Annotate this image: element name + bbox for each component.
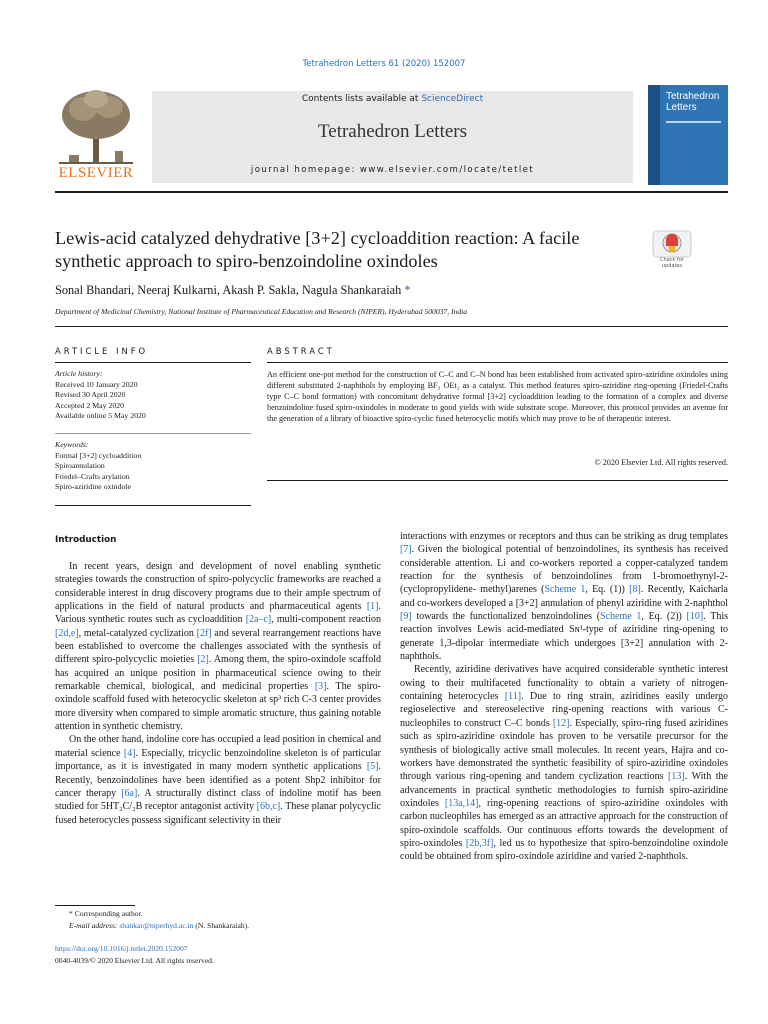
journal-cover[interactable]	[648, 85, 728, 185]
paragraph-text: . This reaction involves Lewis acid-mediated Sɴ¹-type of aziridine ring-opening to generate 1,3-dipolar intermediate which undergoes [3+2] annulation with 2-naphthols.	[400, 611, 728, 663]
sciencedirect-link[interactable]: ScienceDirect	[421, 94, 484, 104]
body-column-left	[55, 560, 381, 827]
article-title-line-2: synthetic approach to spiro-benzoindoline oxindoles	[55, 251, 438, 271]
abstract-copyright: © 2020 Elsevier Ltd. All rights reserved.	[594, 458, 728, 467]
paragraph-text: Recently, aziridine derivatives have acquired considerable synthetic interest owing to their multifaceted functionality to obtain a variety of nitrogen-containing heterocycles	[400, 664, 728, 703]
reference-link[interactable]: [4]	[123, 747, 136, 759]
cover-spine	[648, 85, 660, 185]
reference-link[interactable]: [7]	[400, 544, 412, 556]
crossmark-label-2: updates	[661, 263, 683, 269]
title-rule	[55, 326, 728, 327]
masthead-rule	[55, 191, 728, 193]
corresponding-author-mark[interactable]: *	[404, 283, 411, 297]
reference-link[interactable]: [13]	[668, 771, 685, 783]
authors-text: Sonal Bhandari, Neeraj Kulkarni, Akash P. Sakla, Nagula Shankaraiah	[55, 283, 402, 297]
reference-link[interactable]: [11]	[504, 691, 522, 703]
paragraph-text: and several rearrangement reactions have been established to overcome the challenges associated with the synthesis of different spiro-polycyclic moieties	[55, 627, 381, 666]
issn-line: 0040-4039/© 2020 Elsevier Ltd. All rights reserved.	[55, 955, 214, 965]
article-title	[55, 227, 635, 273]
contents-line	[152, 94, 633, 104]
affiliation: Department of Medicinal Chemistry, National Institute of Pharmaceutical Education and Research (NIPER), Hyderabad 500037, India	[55, 307, 468, 316]
reference-link[interactable]: Scheme 1	[544, 584, 586, 596]
keywords	[55, 440, 251, 493]
paragraph-text: , led us to hypothesize that spiro-benzoindoline oxindole could be obtained from spiro-oxindole aziridine and varied 2-naphthols.	[400, 837, 729, 863]
reference-link[interactable]: [5]	[366, 761, 379, 773]
keywords-label: Keywords:	[55, 440, 89, 449]
email-link[interactable]: shankar@niperhyd.ac.in	[119, 921, 194, 930]
paragraph-text: . Due to ring strain, aziridines easily undergo regioselective and stereoselective ring-opening reactions with various C-nucleophiles to construct C–C bonds	[400, 691, 728, 729]
cover-title-line-1: Tetrahedron	[666, 91, 720, 102]
reference-link[interactable]: [3]	[314, 681, 327, 693]
keywords-rule	[55, 433, 251, 434]
paragraph-text: , Eq. (2))	[641, 611, 687, 623]
paragraph	[55, 733, 381, 826]
paragraph-text: . Recently, benzoindolines have been identified as a potent Shp2 inhibitor for cancer therapy	[55, 761, 381, 799]
paragraph	[400, 530, 728, 663]
check-for-updates-badge[interactable]	[652, 230, 692, 270]
crossmark-icon	[652, 230, 692, 258]
abstract-text: An efficient one-pot method for the construction of C–C and C–N bond has been established from activated spiro-aziridine oxindoles using different substituted 2-naphthols by employing BF₃ OEt₂ as a catalyst. This method features spiro-aziridine ring-opening (Friedel-Crafts type C–C bond formation) with concomitant dehydrative formal [3+2] cycloaddition leading to the formation of a complex and diverse benzoindoline fused spiro-oxindoles in moderate to good yields with wide substrate scope. Moreover, this protocol provides an avenue for the generation of a library of bioactive spiro-cyclic fused heterocyclic motifs which may prove to be of therapeutic interest.	[267, 370, 728, 424]
paragraph-text: . Especially, spiro-ring fused aziridines such as spiro-aziridine oxindole has proven to be versatile precursor for the synthesis of biologically active small molecules. In recent years, Hajra and co-workers have demonstrated the synthetic feasibility of spiro-aziridine oxindoles through various ring-opening and tandem cyclization reactions	[400, 717, 728, 783]
article-history	[55, 369, 251, 422]
paragraph-text: , Eq. (1))	[585, 584, 630, 596]
keyword-item: Friedel–Crafts arylation	[55, 471, 130, 481]
cover-title-line-2: Letters	[666, 102, 697, 113]
elsevier-logo	[55, 85, 137, 183]
paragraph-text: , metal-catalyzed cyclization	[78, 627, 197, 639]
email-note	[55, 920, 381, 932]
reference-link[interactable]: [1]	[366, 601, 379, 613]
paragraph-text: , ring-opening reactions of spiro-aziridine oxindoles with carbon nucleophiles has emerged as an attractive approach for the construction of spiro-oxindole scaffolds. Our continuous efforts towards the development of spiro-oxindoles	[400, 797, 729, 849]
reference-link[interactable]: [12]	[552, 717, 570, 729]
journal-title: Tetrahedron Letters	[317, 121, 467, 142]
paragraph-text: . Various synthetic routes such as cycloaddition	[55, 601, 381, 626]
paragraph-text: interactions with enzymes or receptors and thus can be striking as drug templates	[400, 531, 728, 542]
introduction-heading: Introduction	[55, 535, 117, 545]
keyword-item: Spiroannulation	[55, 461, 105, 470]
paragraph-text: . Especially, tricyclic benzoindoline skeleton is of particular importance, as it is investigated in many modern synthetic applications	[55, 747, 381, 773]
keyword-item: Spiro-aziridine oxindole	[55, 482, 132, 491]
abstract-heading: ABSTRACT	[267, 346, 335, 356]
paragraph-text: On the other hand, indoline core has occupied a lead position in chemical and material science	[55, 734, 381, 759]
history-online: Available online 5 May 2020	[55, 411, 146, 420]
paragraph	[55, 560, 381, 733]
reference-link[interactable]: [2]	[197, 654, 209, 666]
reference-link[interactable]: [6a]	[121, 787, 138, 799]
journal-homepage[interactable]: journal homepage: www.elsevier.com/locate/tetlet	[250, 165, 535, 175]
reference-link[interactable]: [6b,c]	[256, 801, 281, 813]
journal-reference[interactable]: Tetrahedron Letters 61 (2020) 152007	[302, 59, 466, 69]
history-label: Article history:	[55, 369, 103, 378]
paragraph-text: . Given the biological potential of benzoindolines, its synthesis has received considerable attention. Li and co-workers reported a copper-catalyzed tandem reaction for the synthesis of benzoindolines from 1-bromoethynyl-2-(cyclopropylidene- methyl)arenes (	[400, 544, 728, 596]
footnote-rule	[55, 905, 135, 906]
paragraph-text: , multi-component reaction	[271, 614, 381, 626]
abstract-rule	[267, 362, 728, 363]
paragraph-text: . The spiro-oxindole scaffold fused with heterocyclic skeleton at sp³ rich C-3 center provides more diversity when compared to simple aromatic structure, thus gaining notable attention in synthetic chemistry.	[55, 681, 382, 733]
body-column-right	[400, 530, 728, 864]
paragraph	[400, 663, 728, 863]
paragraph-text: . Among them, the spiro-oxindole scaffold has acquired an unique position in pharmaceutical science owing to their remarkable chemical, biological, and medicinal properties	[55, 654, 381, 693]
reference-link[interactable]: [2b,3f]	[465, 837, 494, 849]
corresponding-text: Corresponding author.	[74, 909, 143, 918]
reference-link[interactable]: Scheme 1	[600, 611, 642, 623]
corresponding-note	[55, 908, 381, 920]
footnote	[55, 908, 381, 932]
reference-link[interactable]: [2a–c]	[245, 614, 272, 626]
reference-link[interactable]: [2d,e]	[55, 627, 79, 639]
paragraph-text: In recent years, design and development of novel enabling synthetic strategies towards the construction of spiro-polycyclic frameworks are reached a considerable interest in drug discovery programs due to their ample spectrum of applications in the field of natural products and pharmaceutical agents	[55, 561, 381, 613]
footnote-mark: *	[69, 909, 73, 918]
reference-link[interactable]: [9]	[400, 611, 412, 623]
doi-link[interactable]: https://doi.org/10.1016/j.tetlet.2020.152007	[55, 944, 188, 953]
abstract-bottom-rule	[267, 480, 728, 481]
paragraph-text: . A structurally distinct class of indoline motif has been studied for 5HT₂C/₂B receptor antagonist activity	[55, 787, 381, 813]
paragraph-text: . Recently, Kaicharla and co-workers developed a [3+2] annulation of phenyl aziridine with 2-naphthol	[400, 584, 728, 609]
article-info-heading: ARTICLE INFO	[55, 346, 149, 356]
reference-link[interactable]: [10]	[686, 611, 704, 623]
publisher-wordmark: ELSEVIER	[58, 165, 134, 181]
reference-link[interactable]: [13a,14]	[444, 797, 479, 809]
paragraph-text: . These planar polycyclic fused heterocycles possess significant selectivity in their	[55, 801, 381, 826]
history-accepted: Accepted 2 May 2020	[55, 400, 125, 410]
cover-decoration	[666, 121, 721, 123]
article-info-bottom-rule	[55, 505, 251, 506]
history-received: Received 10 January 2020	[55, 379, 138, 389]
email-label: E-mail address:	[69, 921, 120, 930]
paragraph-text: towards the functionalized benzoindolines (	[411, 611, 601, 623]
contents-prefix: Contents lists available at	[301, 94, 422, 104]
paragraph-text: . With the advancements in practical synthetic methodologies to furnish spiro-aziridine oxindoles	[400, 771, 728, 809]
history-revised: Revised 30 April 2020	[55, 390, 126, 399]
author-list	[55, 283, 695, 298]
article-info-rule	[55, 362, 251, 363]
crossmark-label-1: Check for	[660, 257, 684, 263]
cover-title	[666, 91, 719, 113]
keyword-item: Formal [3+2] cycloaddition	[55, 450, 142, 460]
doi-block	[55, 943, 381, 966]
reference-link[interactable]: [2f]	[196, 627, 212, 639]
reference-link[interactable]: [8]	[629, 584, 641, 596]
email-suffix: (N. Shankaraiah).	[193, 921, 250, 930]
article-title-line-1: Lewis-acid catalyzed dehydrative [3+2] cycloaddition reaction: A facile	[55, 228, 580, 248]
